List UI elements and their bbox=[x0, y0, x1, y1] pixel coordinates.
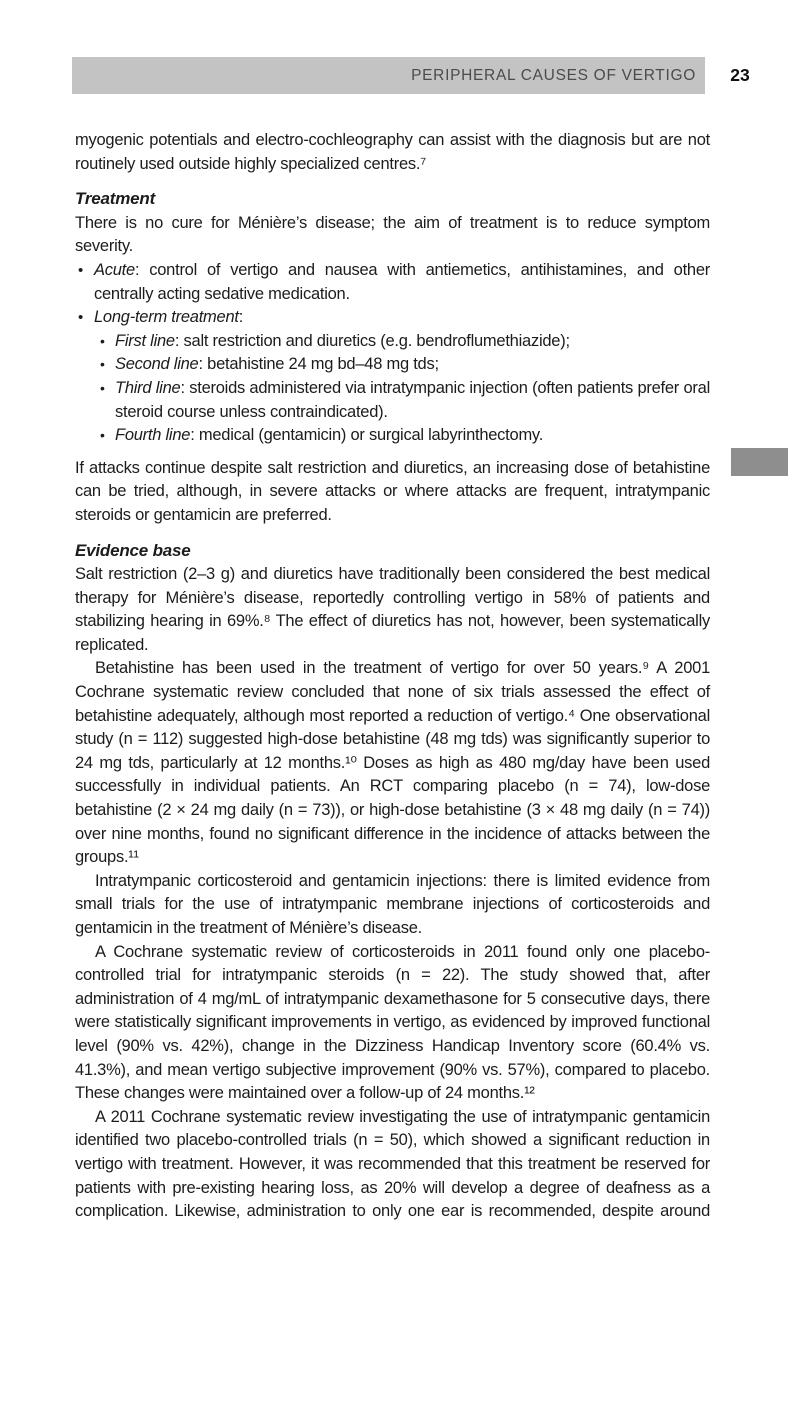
list-item-rest: : control of vertigo and nausea with antiemetics, antihistamines, and other centrally acting sedative medication. bbox=[94, 260, 710, 303]
list-item-lead: First line bbox=[115, 331, 175, 350]
section-heading-evidence-base: Evidence base bbox=[75, 540, 191, 560]
list-item-lead: Second line bbox=[115, 355, 199, 374]
list-item-lead: Long-term treatment bbox=[94, 308, 239, 327]
list-item bbox=[98, 424, 710, 448]
list-item-lead: Third line bbox=[115, 378, 181, 397]
treatment-sub-bullet-list bbox=[98, 330, 710, 448]
list-item-text bbox=[94, 259, 710, 306]
page-content bbox=[75, 129, 710, 1224]
list-item-rest: : salt restriction and diuretics (e.g. bendroflumethiazide); bbox=[174, 331, 570, 350]
list-item bbox=[98, 377, 710, 424]
list-item-text bbox=[94, 306, 710, 330]
list-item-text bbox=[115, 330, 710, 354]
paragraph-evidence-1: Salt restriction (2–3 g) and diuretics have traditionally been considered the best medical therapy for Ménière’s disease, reportedly controlling vertigo in 58% of patients and stabilizing hearing in 69%.⁸ The effect of diuretics has not, however, been systematically replicated. bbox=[75, 565, 710, 654]
list-item-rest: : medical (gentamicin) or surgical labyrinthectomy. bbox=[190, 426, 544, 445]
bullet-icon: • bbox=[100, 356, 105, 373]
chapter-thumb-tab bbox=[731, 448, 788, 476]
list-item-text bbox=[115, 377, 710, 424]
running-head-bar bbox=[72, 57, 705, 94]
paragraph-evidence-5: A 2011 Cochrane systematic review investigating the use of intratympanic gentamicin identified two placebo-controlled trials (n = 50), which showed a significant reduction in vertigo with treatment. However, it was recommended that this treatment be reserved for patients with pre-existing hearing loss, as 20% will develop a degree of deafness as a complication. Likewise, administration to only one ear is recommended, despite around bbox=[75, 1107, 710, 1221]
paragraph-intro: myogenic potentials and electro-cochleography can assist with the diagnosis but are not routinely used outside highly specialized centres.⁷ bbox=[75, 131, 710, 173]
paragraph-treatment-closing: If attacks continue despite salt restriction and diuretics, an increasing dose of betahistine can be tried, although, in severe attacks or where attacks are frequent, intratympanic steroids or gentamicin are preferred. bbox=[75, 458, 710, 524]
paragraph-evidence-3: Intratympanic corticosteroid and gentamicin injections: there is limited evidence from small trials for the use of intratympanic membrane injections of corticosteroids and gentamicin in the treatment of Ménière’s disease. bbox=[75, 871, 710, 937]
list-item bbox=[75, 306, 710, 330]
bullet-icon: • bbox=[100, 332, 105, 349]
bullet-icon: • bbox=[100, 379, 105, 396]
running-head-title: PERIPHERAL CAUSES OF VERTIGO bbox=[411, 66, 696, 84]
treatment-bullet-list bbox=[75, 259, 710, 448]
list-item bbox=[75, 259, 710, 306]
bullet-icon: • bbox=[78, 261, 84, 279]
list-item-rest: : steroids administered via intratympanic injection (often patients prefer oral steroid course unless contraindicated). bbox=[115, 378, 710, 421]
list-item bbox=[98, 330, 710, 354]
list-item-text bbox=[115, 353, 710, 377]
bullet-icon: • bbox=[100, 427, 105, 444]
page-number: 23 bbox=[730, 65, 750, 85]
list-item-rest: : betahistine 24 mg bd–48 mg tds; bbox=[198, 355, 439, 374]
paragraph-evidence-4: A Cochrane systematic review of corticosteroids in 2011 found only one placebo-controlled trial for intratympanic steroids (n = 22). The study showed that, after administration of 4 mg/mL of intratympanic dexamethasone for 5 consecutive days, there were statistically significant improvements in vertigo, as evidenced by improved functional level (90% vs. 42%), change in the Dizziness Handicap Inventory score (60.4% vs. 41.3%), and mean vertigo subjective improvement (90% vs. 57%), compared to placebo. These changes were maintained over a follow-up of 24 months.¹² bbox=[75, 942, 710, 1103]
list-item-rest: : bbox=[238, 308, 244, 327]
paragraph-treatment-lede: There is no cure for Ménière’s disease; the aim of treatment is to reduce symptom severity. bbox=[75, 213, 710, 256]
list-item bbox=[98, 353, 710, 377]
list-item-text bbox=[115, 424, 710, 448]
list-item-lead: Fourth line bbox=[115, 426, 191, 445]
list-item-lead: Acute bbox=[94, 260, 135, 279]
bullet-icon: • bbox=[78, 309, 84, 327]
paragraph-evidence-2: Betahistine has been used in the treatment of vertigo for over 50 years.⁹ A 2001 Cochrane systematic review concluded that none of six trials assessed the effect of betahistine adequately, although most reported a reduction of vertigo.⁴ One observational study (n = 112) suggested high-dose betahistine (48 mg tds) was significantly superior to 24 mg tds, particularly at 12 months.¹⁰ Doses as high as 480 mg/day have been used successfully in individual patients. An RCT comparing placebo (n = 74), low-dose betahistine (2 × 24 mg daily (n = 73)), or high-dose betahistine (3 × 48 mg daily (n = 74)) over nine months, found no significant difference in the incidence of attacks between the groups.¹¹ bbox=[75, 659, 710, 867]
page-header bbox=[72, 57, 788, 94]
section-heading-treatment: Treatment bbox=[75, 189, 156, 209]
